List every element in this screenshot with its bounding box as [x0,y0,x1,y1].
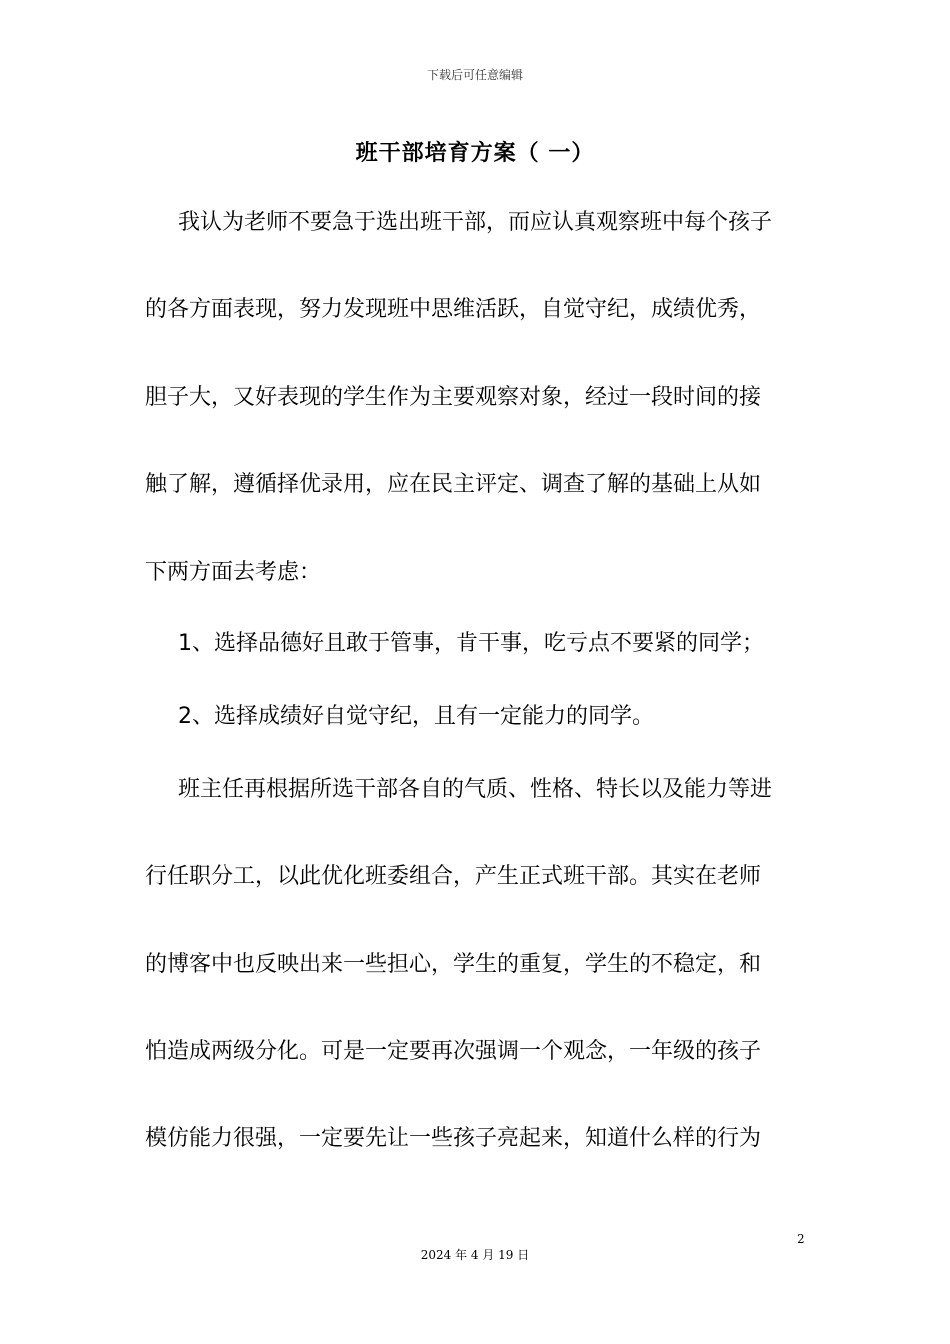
page-header: 下载后可任意编辑 [426,68,523,82]
paragraph-line: 怕造成两级分化。可是一定要再次强调一个观念，一年级的孩子 [145,1039,762,1064]
footer-date: 2024 年 4 月 19 日 [420,1248,530,1262]
list-item: 2、选择成绩好自觉守纪，且有一定能力的同学。 [178,704,654,729]
paragraph-line: 触了解，遵循择优录用，应在民主评定、调查了解的基础上从如 [145,472,762,497]
paragraph-line: 下两方面去考虑： [145,560,322,585]
paragraph-line: 的各方面表现，努力发现班中思维活跃，自觉守纪，成绩优秀， [145,297,762,322]
paragraph-line: 模仿能力很强，一定要先让一些孩子亮起来，知道什么样的行为 [145,1126,762,1151]
list-item: 1、选择品德好且敢于管事，肯干事，吃亏点不要紧的同学； [178,631,764,656]
document-title: 班干部培育方案（ 一） [355,141,595,166]
paragraph-line: 我认为老师不要急于选出班干部，而应认真观察班中每个孩子 [178,210,773,235]
paragraph-line: 的博客中也反映出来一些担心，学生的重复，学生的不稳定，和 [145,952,762,977]
page-number: 2 [797,1232,805,1246]
paragraph-line: 行任职分工，以此优化班委组合，产生正式班干部。其实在老师 [145,864,762,889]
paragraph-line: 班主任再根据所选干部各自的气质、性格、特长以及能力等进 [178,777,773,802]
paragraph-line: 胆子大，又好表现的学生作为主要观察对象，经过一段时间的接 [145,385,762,410]
